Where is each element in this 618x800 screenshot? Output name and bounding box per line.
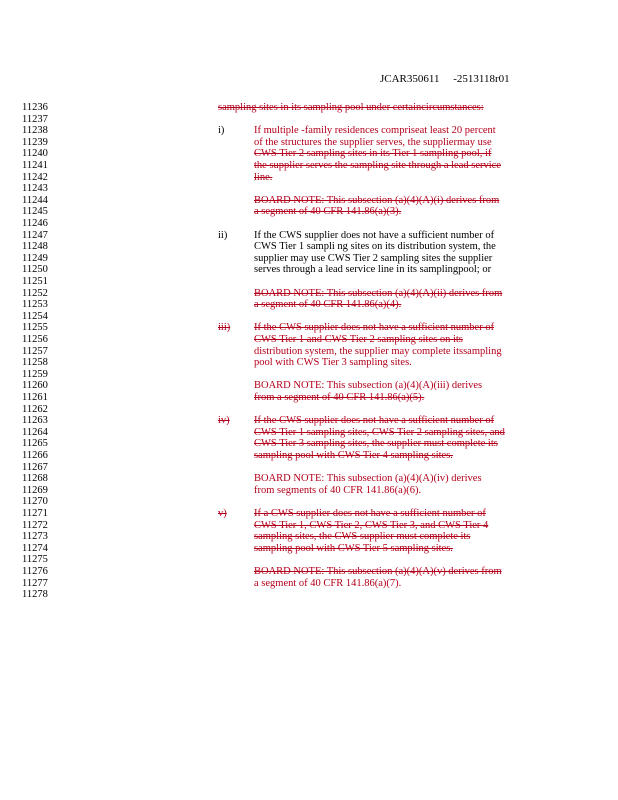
line-number: 11259 (22, 368, 48, 380)
subsection-label: i) (218, 125, 225, 137)
subsection-text-line: CWS Tier 1 sampling sites, CWS Tier 2 sampling sites, and (254, 426, 505, 438)
line-number: 11271 (22, 508, 48, 519)
line-number: 11249 (22, 252, 48, 264)
line-number: 11273 (22, 531, 48, 543)
line-number: 11268 (22, 473, 48, 485)
subsection-text-line: line. (254, 171, 273, 183)
line-number: 11243 (22, 183, 48, 195)
line-number: 11238 (22, 125, 48, 137)
line-number: 11276 (22, 566, 48, 577)
line-number: 11239 (22, 136, 48, 148)
board-note-line: BOARD NOTE: This subsection (a)(4)(A)(ii) derives from (254, 287, 503, 299)
subsection-label: iv) (218, 415, 230, 427)
subsection-text-line: If multiple -family residences compriseat least 20 percent (254, 125, 496, 137)
subsection-text-line: CWS Tier 3 sampling sites, the supplier must complete its (254, 438, 498, 450)
line-number: 11269 (22, 484, 48, 496)
line-number: 11240 (22, 148, 48, 160)
line-number: 11254 (22, 310, 48, 322)
board-note-line: BOARD NOTE: This subsection (a)(4)(A)(iv) derives (254, 473, 482, 485)
subsection-text-line: CWS Tier 2 sampling sites in its Tier 1 sampling pool, if (254, 148, 492, 160)
subsection-text-line: distribution system, the supplier may complete itssampling (254, 345, 502, 357)
line-number: 11255 (22, 322, 48, 334)
board-note-line: a segment of 40 CFR 141.86(a)(3). (254, 206, 402, 218)
subsection-text-line: If the CWS supplier does not have a sufficient number of (254, 229, 495, 241)
board-note-line: from segments of 40 CFR 141.86(a)(6). (254, 484, 422, 496)
line-number: 11258 (22, 357, 48, 369)
line-number: 11265 (22, 438, 48, 450)
document-id-header: JCAR350611 -2513118r01 (380, 73, 510, 85)
line-number: 11236 (22, 102, 48, 113)
subsection-text-line: supplier may use CWS Tier 2 sampling sites the supplier (254, 252, 493, 264)
subsection-text-line: If the CWS supplier does not have a sufficient number of (254, 415, 495, 427)
subsection-text-line: the supplier serves the sampling site through a lead service (254, 160, 501, 171)
subsection-text-line: If a CWS supplier does not have a sufficient number of (254, 508, 486, 519)
subsection-text-line: of the structures the supplier serves, the suppliermay use (254, 136, 492, 148)
subsection-text-line: If the CWS supplier does not have a sufficient number of (254, 322, 495, 334)
line-number: 11274 (22, 542, 48, 554)
line-number: 11275 (22, 554, 48, 566)
intro-line: sampling sites in its sampling pool under certaincircumstances: (218, 102, 484, 113)
subsection-text-line: sampling pool with CWS Tier 4 sampling sites. (254, 450, 453, 461)
subsection-label: ii) (218, 229, 228, 241)
line-number: 11266 (22, 450, 48, 461)
line-number: 11260 (22, 380, 48, 392)
line-number: 11245 (22, 206, 48, 218)
subsection-text-line: CWS Tier 1, CWS Tier 2, CWS Tier 3, and CWS Tier 4 (254, 519, 489, 531)
line-number: 11242 (22, 171, 48, 183)
line-number: 11251 (22, 276, 48, 287)
line-number: 11253 (22, 299, 48, 311)
line-number: 11246 (22, 218, 48, 229)
board-note-line: BOARD NOTE: This subsection (a)(4)(A)(i) derives from (254, 194, 500, 206)
subsection-text-line: sampling sites, the CWS supplier must complete its (254, 531, 471, 543)
line-number: 11248 (22, 241, 48, 253)
subsection-label: v) (218, 508, 227, 519)
line-number: 11272 (22, 519, 48, 531)
line-number: 11252 (22, 287, 48, 299)
line-number: 11257 (22, 345, 48, 357)
board-note-line: a segment of 40 CFR 141.86(a)(4). (254, 299, 402, 311)
subsection-label: iii) (218, 322, 231, 334)
board-note-line: a segment of 40 CFR 141.86(a)(7). (254, 577, 402, 589)
board-note-line: from a segment of 40 CFR 141.86(a)(5). (254, 392, 425, 403)
line-number: 11244 (22, 194, 48, 206)
board-note-line: BOARD NOTE: This subsection (a)(4)(A)(v) derives from (254, 566, 502, 577)
line-number: 11241 (22, 160, 48, 171)
line-number: 11270 (22, 496, 48, 508)
line-number: 11267 (22, 461, 48, 473)
subsection-text-line: serves through a lead service line in its samplingpool; or (254, 264, 492, 276)
line-number: 11263 (22, 415, 48, 427)
board-note-line: BOARD NOTE: This subsection (a)(4)(A)(iii) derives (254, 380, 483, 392)
subsection-text-line: pool with CWS Tier 3 sampling sites. (254, 357, 412, 369)
line-number: 11256 (22, 334, 48, 345)
subsection-text-line: sampling pool with CWS Tier 5 sampling sites. (254, 542, 453, 554)
line-number: 11237 (22, 113, 48, 125)
line-number: 11278 (22, 589, 48, 601)
line-number: 11277 (22, 577, 48, 589)
line-number: 11261 (22, 392, 48, 403)
line-number: 11264 (22, 426, 48, 438)
subsection-text-line: CWS Tier 1 and CWS Tier 2 sampling sites on its (254, 334, 463, 345)
subsection-text-line: CWS Tier 1 sampli ng sites on its distribution system, the (254, 241, 496, 253)
line-number: 11250 (22, 264, 48, 276)
line-number: 11247 (22, 229, 48, 241)
line-number: 11262 (22, 403, 48, 415)
